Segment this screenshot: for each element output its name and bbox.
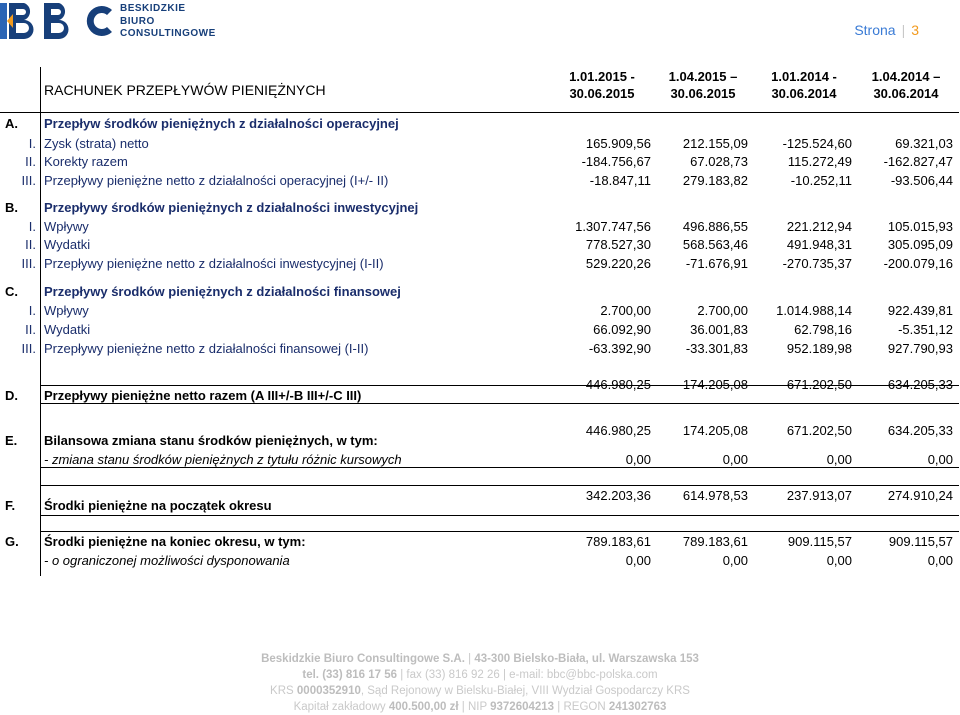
row-value: 922.439,81 — [887, 303, 953, 318]
row-value: -33.301,83 — [685, 341, 748, 356]
row-value: 279.183,82 — [682, 173, 748, 188]
logo-line-1: BESKIDZKIE — [120, 3, 186, 14]
footer-address: 43-300 Bielsko-Biała, ul. Warszawska 153 — [474, 653, 699, 665]
footer-line-company: Beskidzkie Biuro Consultingowe S.A. | 43-300 Bielsko-Biała, ul. Warszawska 153 — [261, 653, 699, 665]
row-value: 952.189,98 — [786, 341, 852, 356]
row-value: 568.563,46 — [682, 237, 748, 252]
column-header-line: 1.04.2015 – — [668, 69, 738, 84]
row-label: Wpływy — [44, 303, 89, 318]
row-value: 2.700,00 — [697, 303, 748, 318]
row-label: - zmiana stanu środków pieniężnych z tytułu różnic kursowych — [44, 452, 402, 467]
row-value: 671.202,50 — [786, 423, 852, 438]
section-rule — [40, 403, 959, 404]
company-logo — [0, 0, 216, 44]
section-letter: C. — [5, 284, 18, 299]
footer-line-contact: tel. (33) 816 17 56 | fax (33) 816 92 26 | e-mail: bbc@bbc-polska.com — [302, 669, 658, 681]
row-value: 789.183,61 — [585, 534, 651, 549]
row-value: 115.272,49 — [787, 154, 852, 169]
row-value: 2.700,00 — [600, 303, 651, 318]
row-label: Przepływy pieniężne netto z działalności operacyjnej (I+/- II) — [44, 173, 389, 188]
row-value: 789.183,61 — [682, 534, 748, 549]
row-value: 927.790,93 — [887, 341, 953, 356]
column-header — [659, 68, 747, 102]
column-header-line: 1.01.2015 - — [569, 69, 635, 84]
row-value: 0,00 — [927, 452, 953, 467]
row-value: 174.205,08 — [682, 423, 748, 438]
section-heading: Przepływ środków pieniężnych z działalności operacyjnej — [44, 116, 399, 131]
row-value: 634.205,33 — [887, 377, 953, 392]
page-separator: | — [901, 22, 906, 38]
column-header — [760, 68, 848, 102]
row-value: 165.909,56 — [585, 136, 651, 151]
row-value: 221.212,94 — [786, 219, 852, 234]
section-rule — [40, 467, 959, 468]
row-value: -200.079,16 — [883, 256, 953, 271]
row-value: 342.203,36 — [585, 488, 651, 503]
table-title: RACHUNEK PRZEPŁYWÓW PIENIĘŻNYCH — [44, 82, 326, 98]
row-value: 212.155,09 — [682, 136, 748, 151]
column-header-line: 30.06.2014 — [873, 86, 939, 101]
row-roman: II. — [25, 237, 36, 252]
row-value: 634.205,33 — [887, 423, 953, 438]
row-value: 0,00 — [625, 553, 651, 568]
footer-nip-label: NIP — [467, 701, 487, 713]
row-value: 0,00 — [826, 452, 852, 467]
section-letter: F. — [5, 498, 16, 513]
row-value: 909.115,57 — [787, 534, 852, 549]
row-roman: III. — [21, 256, 36, 271]
footer-capital-label: Kapitał zakładowy — [293, 701, 386, 713]
footer-company: Beskidzkie Biuro Consultingowe S.A. — [261, 653, 465, 665]
row-value: 0,00 — [722, 553, 748, 568]
row-roman: II. — [25, 322, 36, 337]
column-header-line: 30.06.2015 — [670, 86, 736, 101]
row-value: 274.910,24 — [887, 488, 953, 503]
row-value: -71.676,91 — [685, 256, 748, 271]
row-label: Zysk (strata) netto — [44, 136, 149, 151]
section-rule — [40, 531, 959, 532]
footer-capital: 400.500,00 zł — [388, 701, 459, 713]
section-rule — [40, 485, 959, 486]
footer-line-krs: KRS 0000352910, Sąd Rejonowy w Bielsku-Białej, VIII Wydział Gospodarczy KRS — [270, 685, 690, 697]
row-roman: I. — [28, 219, 36, 234]
row-label: Środki pieniężne na koniec okresu, w tym: — [44, 534, 306, 549]
row-value: 67.028,73 — [690, 154, 748, 169]
row-roman: II. — [25, 154, 36, 169]
table-left-border — [40, 67, 41, 576]
column-header — [862, 68, 950, 102]
row-value: -18.847,11 — [589, 173, 651, 188]
page-label: Strona — [854, 22, 896, 38]
logo-line-3: CONSULTINGOWE — [120, 28, 216, 39]
header-rule — [0, 112, 959, 113]
section-rule — [40, 515, 959, 516]
row-value: 0,00 — [927, 553, 953, 568]
row-value: 1.014.988,14 — [776, 303, 852, 318]
row-value: 36.001,83 — [690, 322, 748, 337]
column-header-line: 1.04.2014 – — [871, 69, 941, 84]
page-number: 3 — [911, 22, 919, 38]
section-letter: E. — [5, 433, 18, 448]
row-value: -125.524,60 — [782, 136, 852, 151]
page-footer — [0, 651, 960, 715]
bbc-logo-mark — [0, 2, 116, 40]
column-header — [558, 68, 646, 102]
row-label: Bilansowa zmiana stanu środków pieniężnych, w tym: — [44, 433, 378, 448]
row-value: 105.015,93 — [887, 219, 953, 234]
row-value: 778.527,30 — [585, 237, 651, 252]
row-roman: I. — [28, 136, 36, 151]
row-value: 305.095,09 — [887, 237, 953, 252]
footer-krs: 0000352910 — [296, 685, 361, 697]
section-letter: B. — [5, 200, 18, 215]
row-roman: III. — [21, 341, 36, 356]
row-value: -93.506,44 — [890, 173, 953, 188]
row-value: -10.252,11 — [790, 173, 852, 188]
row-value: 491.948,31 — [786, 237, 852, 252]
row-roman: III. — [21, 173, 36, 188]
footer-regon-label: REGON — [563, 701, 606, 713]
row-value: 614.978,53 — [682, 488, 748, 503]
row-label: Wpływy — [44, 219, 89, 234]
row-value: 0,00 — [625, 452, 651, 467]
row-value: 446.980,25 — [585, 423, 651, 438]
column-header-line: 30.06.2015 — [569, 86, 635, 101]
row-label: - o ograniczonej możliwości dysponowania — [44, 553, 290, 568]
section-heading: Przepływy środków pieniężnych z działalności finansowej — [44, 284, 401, 299]
row-value: 446.980,25 — [585, 377, 651, 392]
row-value: 174.205,08 — [682, 377, 748, 392]
section-letter: A. — [5, 116, 18, 131]
row-label: Korekty razem — [44, 154, 128, 169]
row-roman: I. — [28, 303, 36, 318]
row-value: 529.220,26 — [585, 256, 651, 271]
footer-tel: tel. (33) 816 17 56 — [302, 669, 398, 681]
row-label: Środki pieniężne na początek okresu — [44, 498, 272, 513]
column-header-line: 1.01.2014 - — [771, 69, 837, 84]
column-header-line: 30.06.2014 — [771, 86, 837, 101]
row-label: Wydatki — [44, 322, 91, 337]
section-heading: Przepływy środków pieniężnych z działalności inwestycyjnej — [44, 200, 419, 215]
logo-wordmark — [120, 3, 216, 41]
row-value: -270.735,37 — [782, 256, 852, 271]
row-value: 496.886,55 — [682, 219, 748, 234]
row-value: 69.321,03 — [895, 136, 953, 151]
row-value: -162.827,47 — [883, 154, 953, 169]
section-letter: D. — [5, 388, 18, 403]
footer-nip: 9372604213 — [490, 701, 555, 713]
footer-line-capital: Kapitał zakładowy 400.500,00 zł | NIP 9372604213 | REGON 241302763 — [293, 701, 667, 713]
row-value: 1.307.747,56 — [575, 219, 651, 234]
row-label: Przepływy pieniężne netto razem (A III+/-B III+/-C III) — [44, 388, 362, 403]
row-value: 0,00 — [826, 553, 852, 568]
row-value: 909.115,57 — [888, 534, 953, 549]
row-label: Przepływy pieniężne netto z działalności inwestycyjnej (I-II) — [44, 256, 384, 271]
row-value: 237.913,07 — [786, 488, 852, 503]
row-value: -184.756,67 — [581, 154, 651, 169]
page-indicator — [854, 22, 919, 38]
row-label: Przepływy pieniężne netto z działalności finansowej (I-II) — [44, 341, 369, 356]
footer-email: e-mail: bbc@bbc-polska.com — [509, 669, 658, 681]
row-value: 0,00 — [722, 452, 748, 467]
footer-krs-label: KRS — [270, 685, 294, 697]
row-value: 671.202,50 — [786, 377, 852, 392]
row-value: 62.798,16 — [794, 322, 852, 337]
row-value: -5.351,12 — [898, 322, 953, 337]
row-label: Wydatki — [44, 237, 91, 252]
row-value: 66.092,90 — [593, 322, 651, 337]
section-letter: G. — [5, 534, 19, 549]
footer-fax: fax (33) 816 92 26 — [406, 669, 500, 681]
footer-regon: 241302763 — [608, 701, 667, 713]
footer-court: Sąd Rejonowy w Bielsku-Białej, VIII Wydział Gospodarczy KRS — [367, 685, 690, 697]
logo-line-2: BIURO — [120, 15, 155, 27]
row-value: -63.392,90 — [588, 341, 651, 356]
